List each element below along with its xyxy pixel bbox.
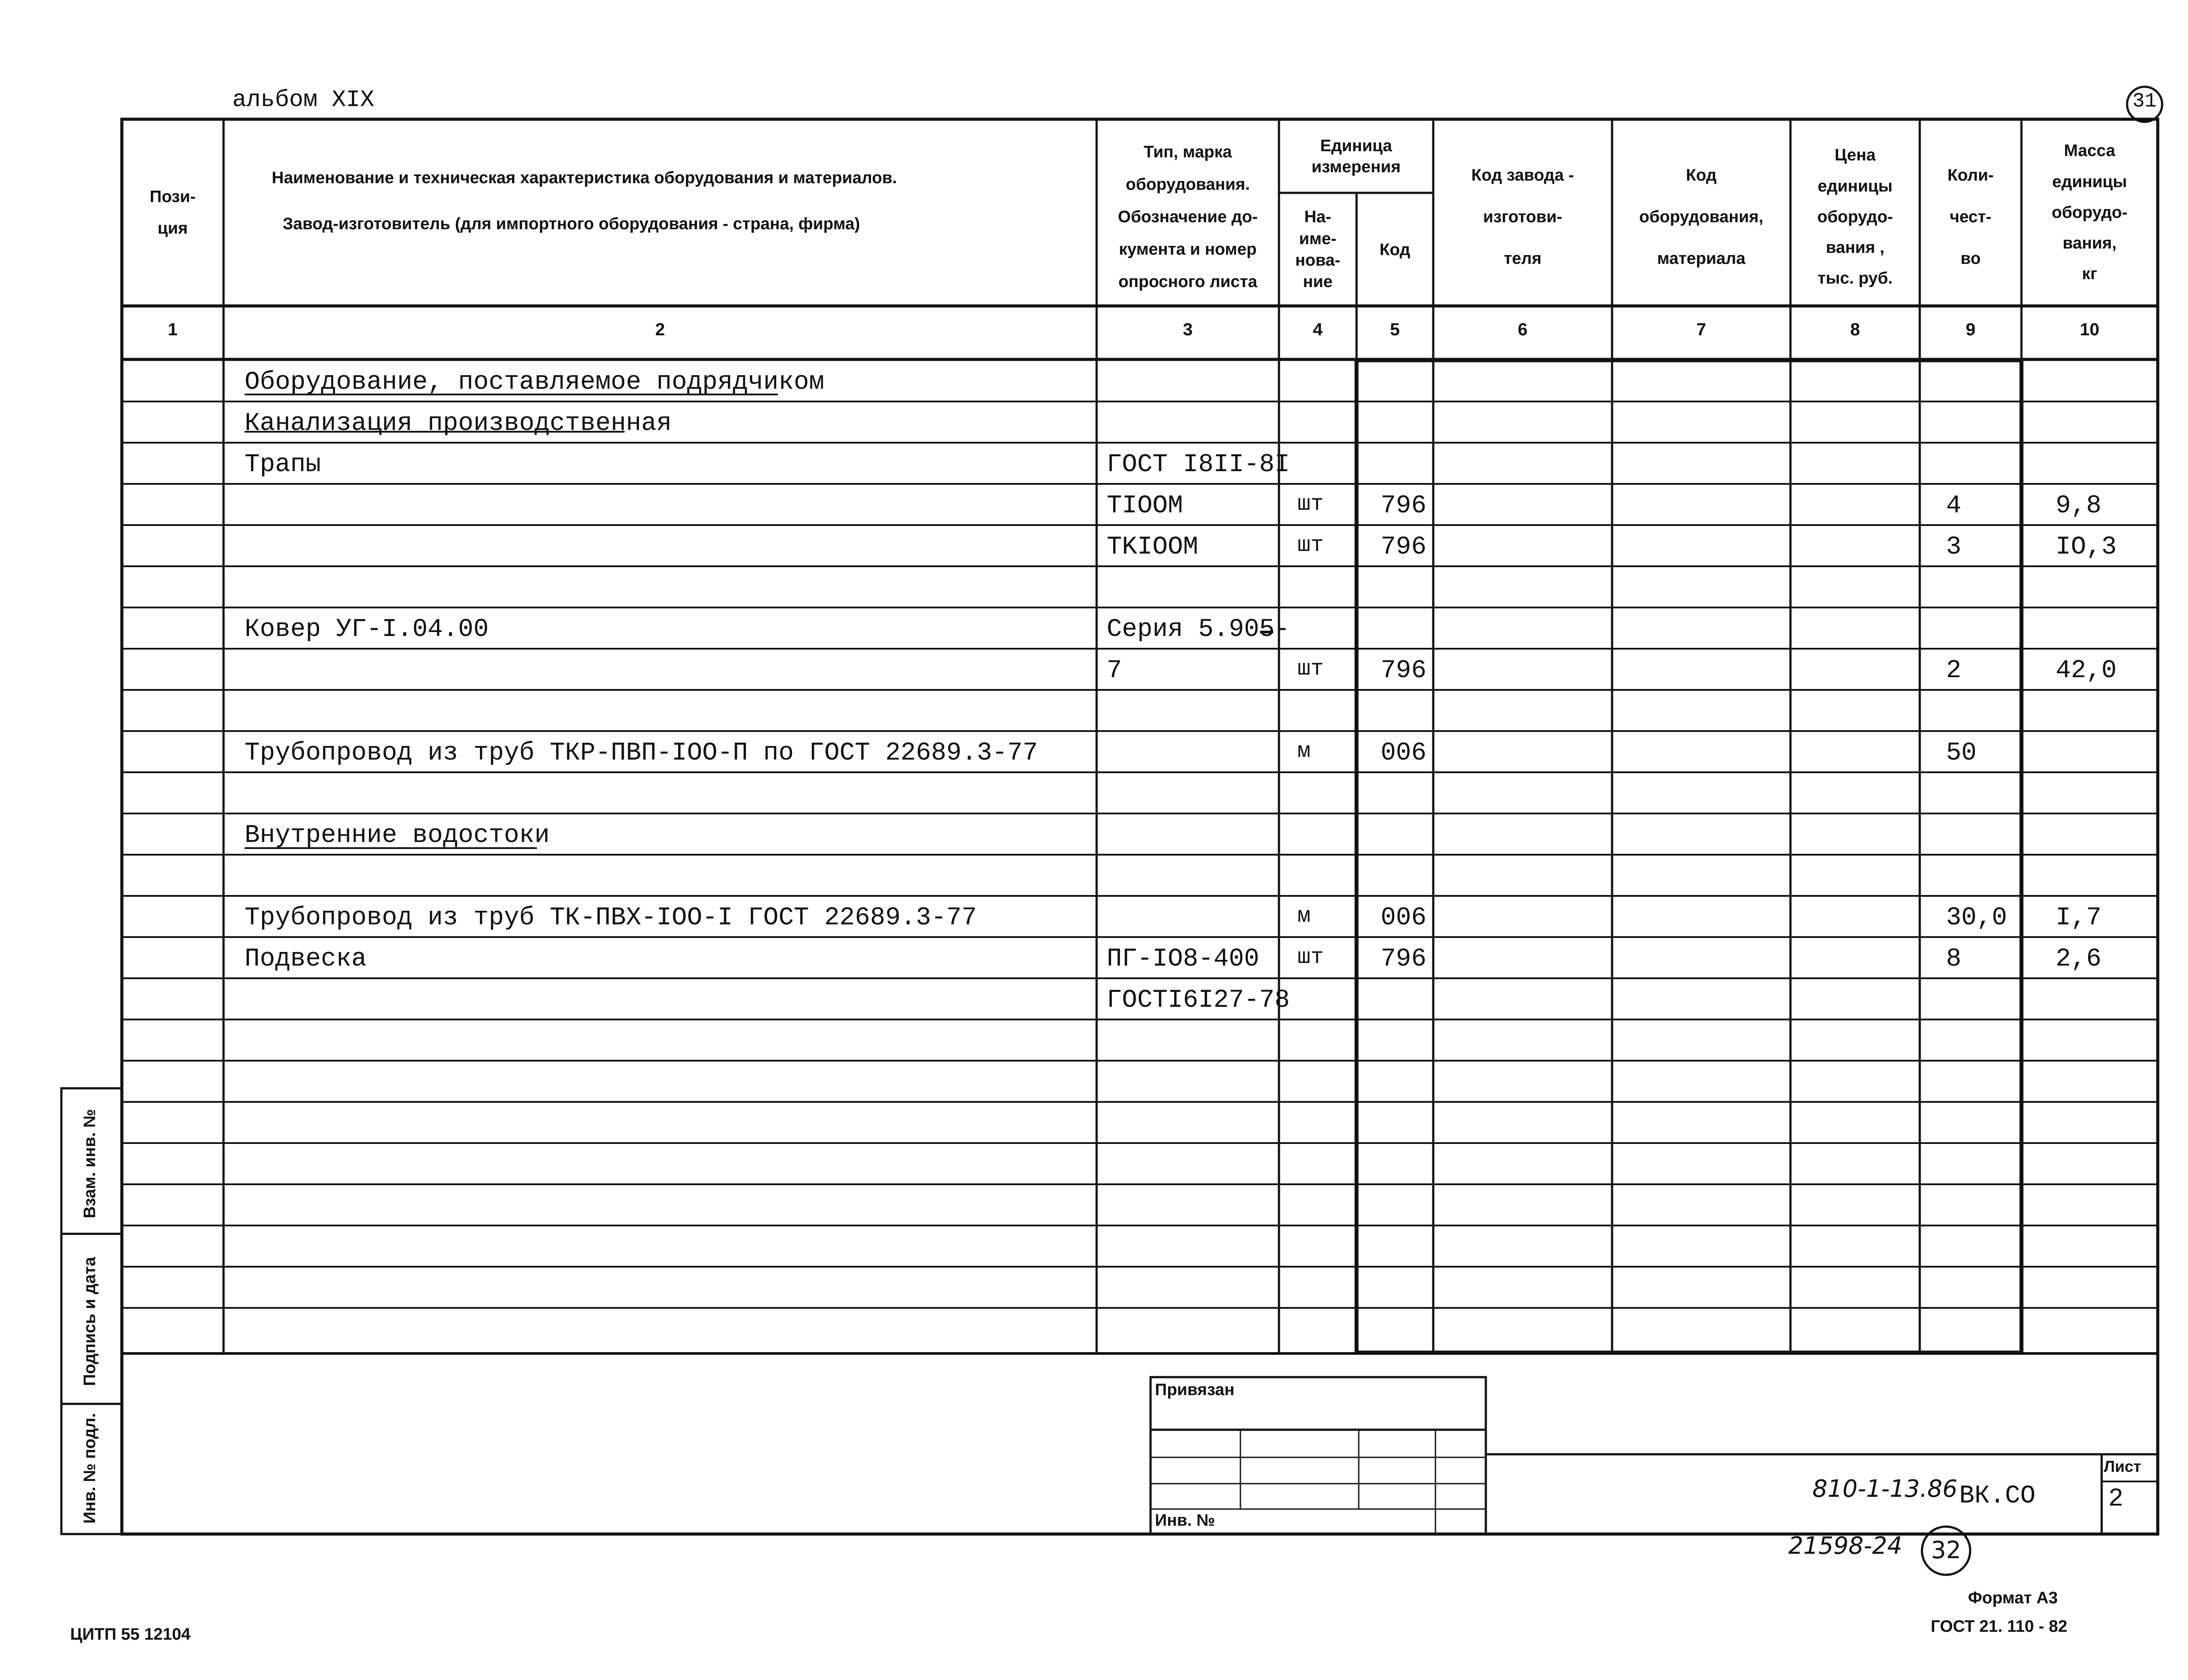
row-name: Трубопровод из труб ТК-ПВХ-IOO-I ГОСТ 22689.3-77 — [245, 904, 977, 932]
colnum-7: 7 — [1696, 320, 1706, 339]
sheet-label: Лист — [2104, 1457, 2142, 1475]
header-unit-code: Код — [1379, 240, 1410, 259]
doc-code-handwritten: 810-1-13.86 — [1812, 1475, 1957, 1502]
colnum-3: 3 — [1183, 320, 1193, 339]
row-type: Серия 5.905- — [1107, 615, 1290, 644]
row-name: Оборудование, поставляемое подрядчиком — [245, 368, 824, 397]
row-type: ПГ-IO8-400 — [1107, 945, 1260, 973]
header-position: Пози- ция — [149, 187, 196, 238]
row-name: Подвеска — [245, 945, 367, 973]
stamp-inv: Инв. № — [1155, 1511, 1215, 1530]
header-quantity: Коли- чест- во — [1947, 166, 1994, 268]
side-label-signature: Подпись и дата — [81, 1257, 99, 1386]
side-label-inventory: Инв. № подл. — [81, 1413, 99, 1524]
row-mass: I,7 — [2056, 904, 2102, 932]
header-mass: Масса единицы оборудо- вания, кг — [2052, 142, 2128, 284]
header-name-line2: Завод-изготовитель (для импортного оборудования - страна, фирма) — [283, 215, 860, 233]
row-unit: шт — [1297, 492, 1324, 517]
row-type: 7 — [1107, 657, 1122, 685]
header-factory-code: Код завода - изготови- теля — [1471, 166, 1574, 268]
row-mass: 9,8 — [2056, 492, 2102, 520]
row-unit: шт — [1297, 657, 1324, 682]
colnum-10: 10 — [2080, 320, 2099, 339]
row-name: Трубопровод из труб ТКР-ПВП-IOO-П по ГОСТ 22689.3-77 — [245, 739, 1038, 767]
row-quantity: 2 — [1946, 657, 1961, 685]
row-type: ГОСТ I8II-8I — [1107, 451, 1290, 479]
sheet-number: 2 — [2108, 1485, 2124, 1513]
row-quantity: 3 — [1946, 533, 1961, 561]
row-name: Канализация производственная — [245, 409, 672, 438]
header-type: Тип, марка оборудования. Обозначение до- кумента и номер опросного листа — [1118, 142, 1258, 291]
colnum-4: 4 — [1313, 320, 1323, 339]
row-unit: шт — [1297, 945, 1324, 970]
row-unit-code: 796 — [1381, 945, 1427, 973]
colnum-1: 1 — [167, 320, 178, 339]
page-mark: 31 — [2132, 90, 2157, 113]
side-label-replacement: Взам. инв. № — [81, 1109, 99, 1218]
header-name-line1: Наименование и техническая характеристика оборудования и материалов. — [272, 169, 897, 187]
stamp-title: Привязан — [1155, 1381, 1235, 1399]
row-unit-code: 006 — [1381, 904, 1427, 932]
header-price: Цена единицы оборудо- вания , тыс. руб. — [1817, 146, 1893, 288]
colnum-9: 9 — [1965, 320, 1976, 339]
album-title: альбом XIX — [232, 87, 375, 114]
bottom-handwritten: 21598-24 — [1788, 1532, 1902, 1559]
colnum-5: 5 — [1390, 320, 1400, 339]
bottom-circle-number: 32 — [1931, 1536, 1961, 1564]
gost-label: ГОСТ 21. 110 - 82 — [1931, 1617, 2067, 1636]
row-unit: м — [1297, 904, 1311, 929]
colnum-6: 6 — [1517, 320, 1528, 339]
row-unit: шт — [1297, 533, 1324, 558]
row-name: Трапы — [245, 451, 321, 479]
row-quantity: 30,0 — [1946, 904, 2007, 932]
row-unit-code: 796 — [1381, 533, 1427, 561]
row-unit-code: 796 — [1381, 657, 1427, 685]
colnum-2: 2 — [655, 320, 665, 339]
row-unit: м — [1297, 739, 1311, 764]
header-equipment-code: Код оборудования, материала — [1639, 166, 1764, 268]
row-unit-code: 796 — [1381, 492, 1427, 520]
row-quantity: 4 — [1946, 492, 1961, 520]
row-unit-code: 006 — [1381, 739, 1427, 767]
row-name: Ковер УГ-I.04.00 — [245, 615, 489, 644]
colnum-8: 8 — [1850, 320, 1860, 339]
row-type: TIOOM — [1107, 492, 1183, 520]
row-mass: IO,3 — [2056, 533, 2117, 561]
row-name: Внутренние водостоки — [245, 821, 550, 850]
row-type: ГОСТI6I27-78 — [1107, 986, 1290, 1015]
header-unit: Единица измерения — [1311, 137, 1401, 176]
row-mass: 42,0 — [2056, 657, 2117, 685]
doc-code: ВК.СО — [1959, 1482, 2036, 1510]
row-quantity: 50 — [1946, 739, 1977, 767]
header-unit-name: На- име- нова- ние — [1295, 208, 1340, 291]
row-quantity: 8 — [1946, 945, 1961, 973]
row-mass: 2,6 — [2056, 945, 2102, 973]
footer-code: ЦИТП 55 12104 — [70, 1625, 191, 1644]
format-label: Формат А3 — [1968, 1589, 2058, 1607]
row-type: TKIOOM — [1107, 533, 1198, 561]
